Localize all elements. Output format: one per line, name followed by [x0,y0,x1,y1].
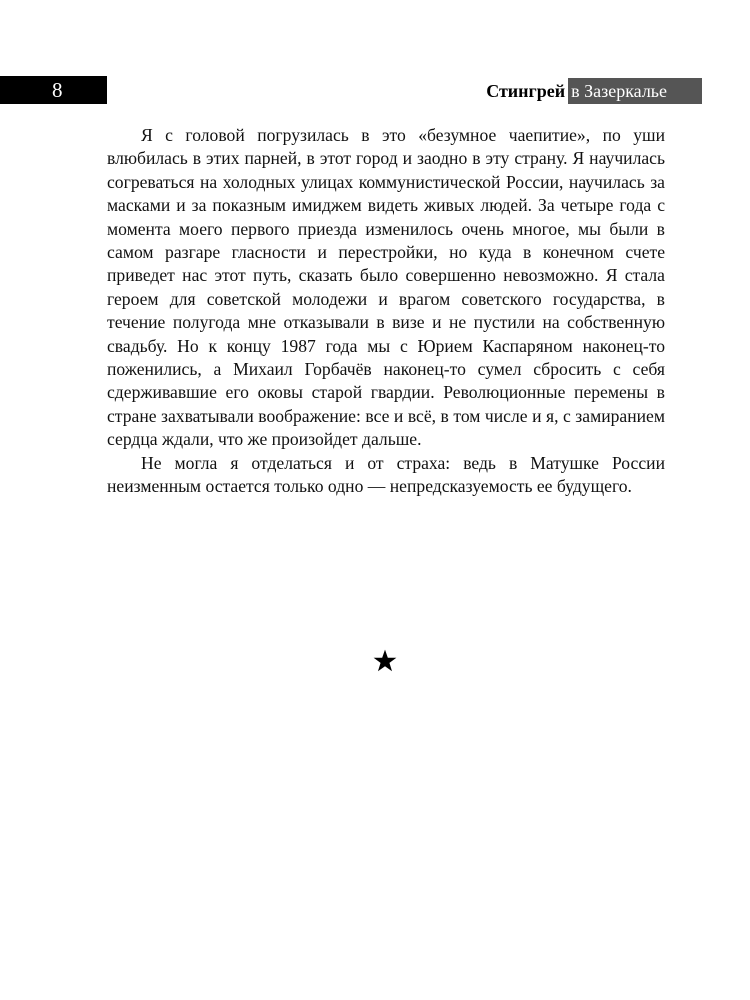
paragraph-2: Не могла я отделаться и от страха: ведь в Матушке России неизменным остается только одно — непредсказуемость ее будущего. [107,452,665,497]
running-title-rest: в Зазеркалье [568,78,702,104]
paragraph-1: Я с головой погрузилась в это «безумное чаепитие», по уши влюбилась в этих парней, в этот город и заодно в эту страну. Я научилась согреваться на холодных улицах коммунистической России, научилась за масками и за показным имиджем видеть живых людей. За четыре года с момента моего первого приезда изменилось очень многое, мы были в самом разгаре гласности и перестройки, но куда в конечном счете приведет нас этот путь, сказать было совершенно невозможно. Я стала героем для советской молодежи и врагом советского государства, в течение полугода мне отказывали в визе и не пустили на собственную свадьбу. Но к концу 1987 года мы с Юрием Каспаряном наконец-то поженились, а Михаил Горбачёв наконец-то сумел сбросить с себя сдерживавшие его оковы старой гвардии. Революционные перемены в стране захватывали воображение: все и всё, в том числе и я, с замиранием сердца ждали, что же произойдет дальше. [107,125,665,450]
running-title-author: Стингрей [486,81,566,101]
body-text [107,124,665,499]
running-header [0,76,750,106]
page-number-tab [0,76,107,104]
star-icon [372,648,398,674]
running-title [486,78,702,104]
page-number: 8 [52,78,63,102]
